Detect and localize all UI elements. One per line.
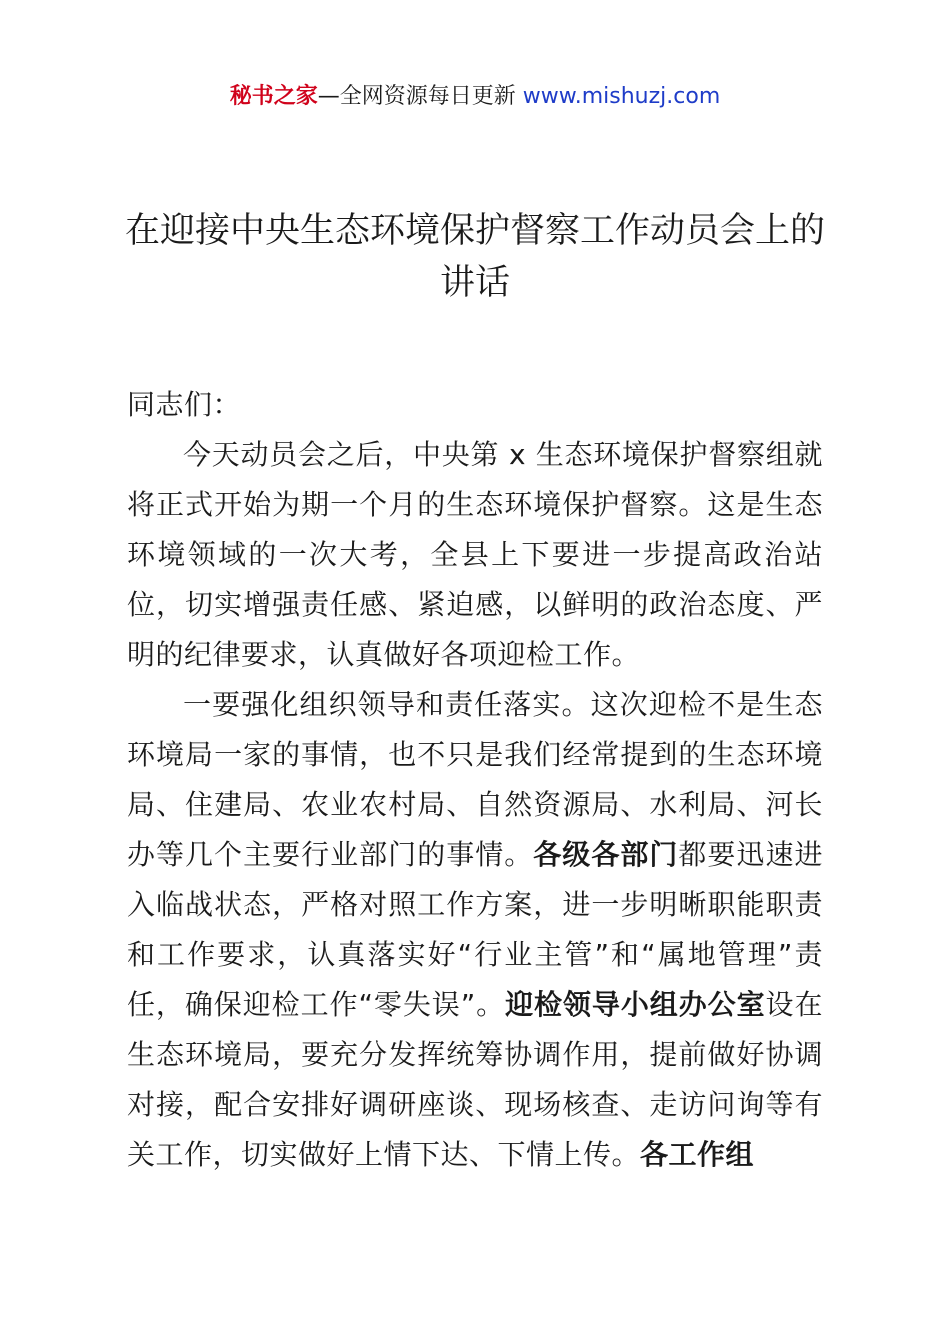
site-url-link[interactable]: www.mishuzj.com bbox=[522, 84, 721, 109]
site-tagline: —全网资源每日更新 bbox=[317, 84, 523, 109]
site-header bbox=[0, 80, 950, 114]
paragraph-2-text-1: 一要强化组织领导和责任落实。这次迎检不是生态环境局一家的事情，也不只是我们经常提到的生态环境局、住建局、农业农村局、自然资源局、水利局、河长办等几个主要行业部门的事情。 bbox=[127, 688, 823, 871]
paragraph-1: 今天动员会之后，中央第 x 生态环境保护督察组就将正式开始为期一个月的生态环境保护督察。这是生态环境领域的一次大考，全县上下要进一步提高政治站位，切实增强责任感、紧迫感，以鲜明的政治态度、严明的纪律要求，认真做好各项迎检工作。 bbox=[127, 438, 823, 671]
salutation: 同志们： bbox=[127, 388, 242, 421]
site-brand: 秘书之家 bbox=[229, 84, 318, 109]
document-body bbox=[127, 380, 823, 1180]
paragraph-2-bold-1: 各级各部门 bbox=[533, 838, 679, 871]
paragraph-2-bold-3: 各工作组 bbox=[640, 1138, 755, 1171]
paragraph-2-text-2: 都要迅速进入临战状态，严格对照工作方案，进一步明晰职能职责和工作要求，认真落实好“行业主管”和“属地管理”责任，确保迎检工作“零失误”。 bbox=[127, 838, 823, 1021]
paragraph-2 bbox=[127, 680, 823, 1180]
paragraph-2-bold-2: 迎检领导小组办公室 bbox=[505, 988, 766, 1021]
document-title: 在迎接中央生态环境保护督察工作动员会上的讲话 bbox=[124, 211, 825, 303]
paragraph-2-text-3: 设在生态环境局，要充分发挥统筹协调作用，提前做好协调对接，配合安排好调研座谈、现场核查、走访问询等有关工作，切实做好上情下达、下情上传。 bbox=[127, 988, 823, 1171]
